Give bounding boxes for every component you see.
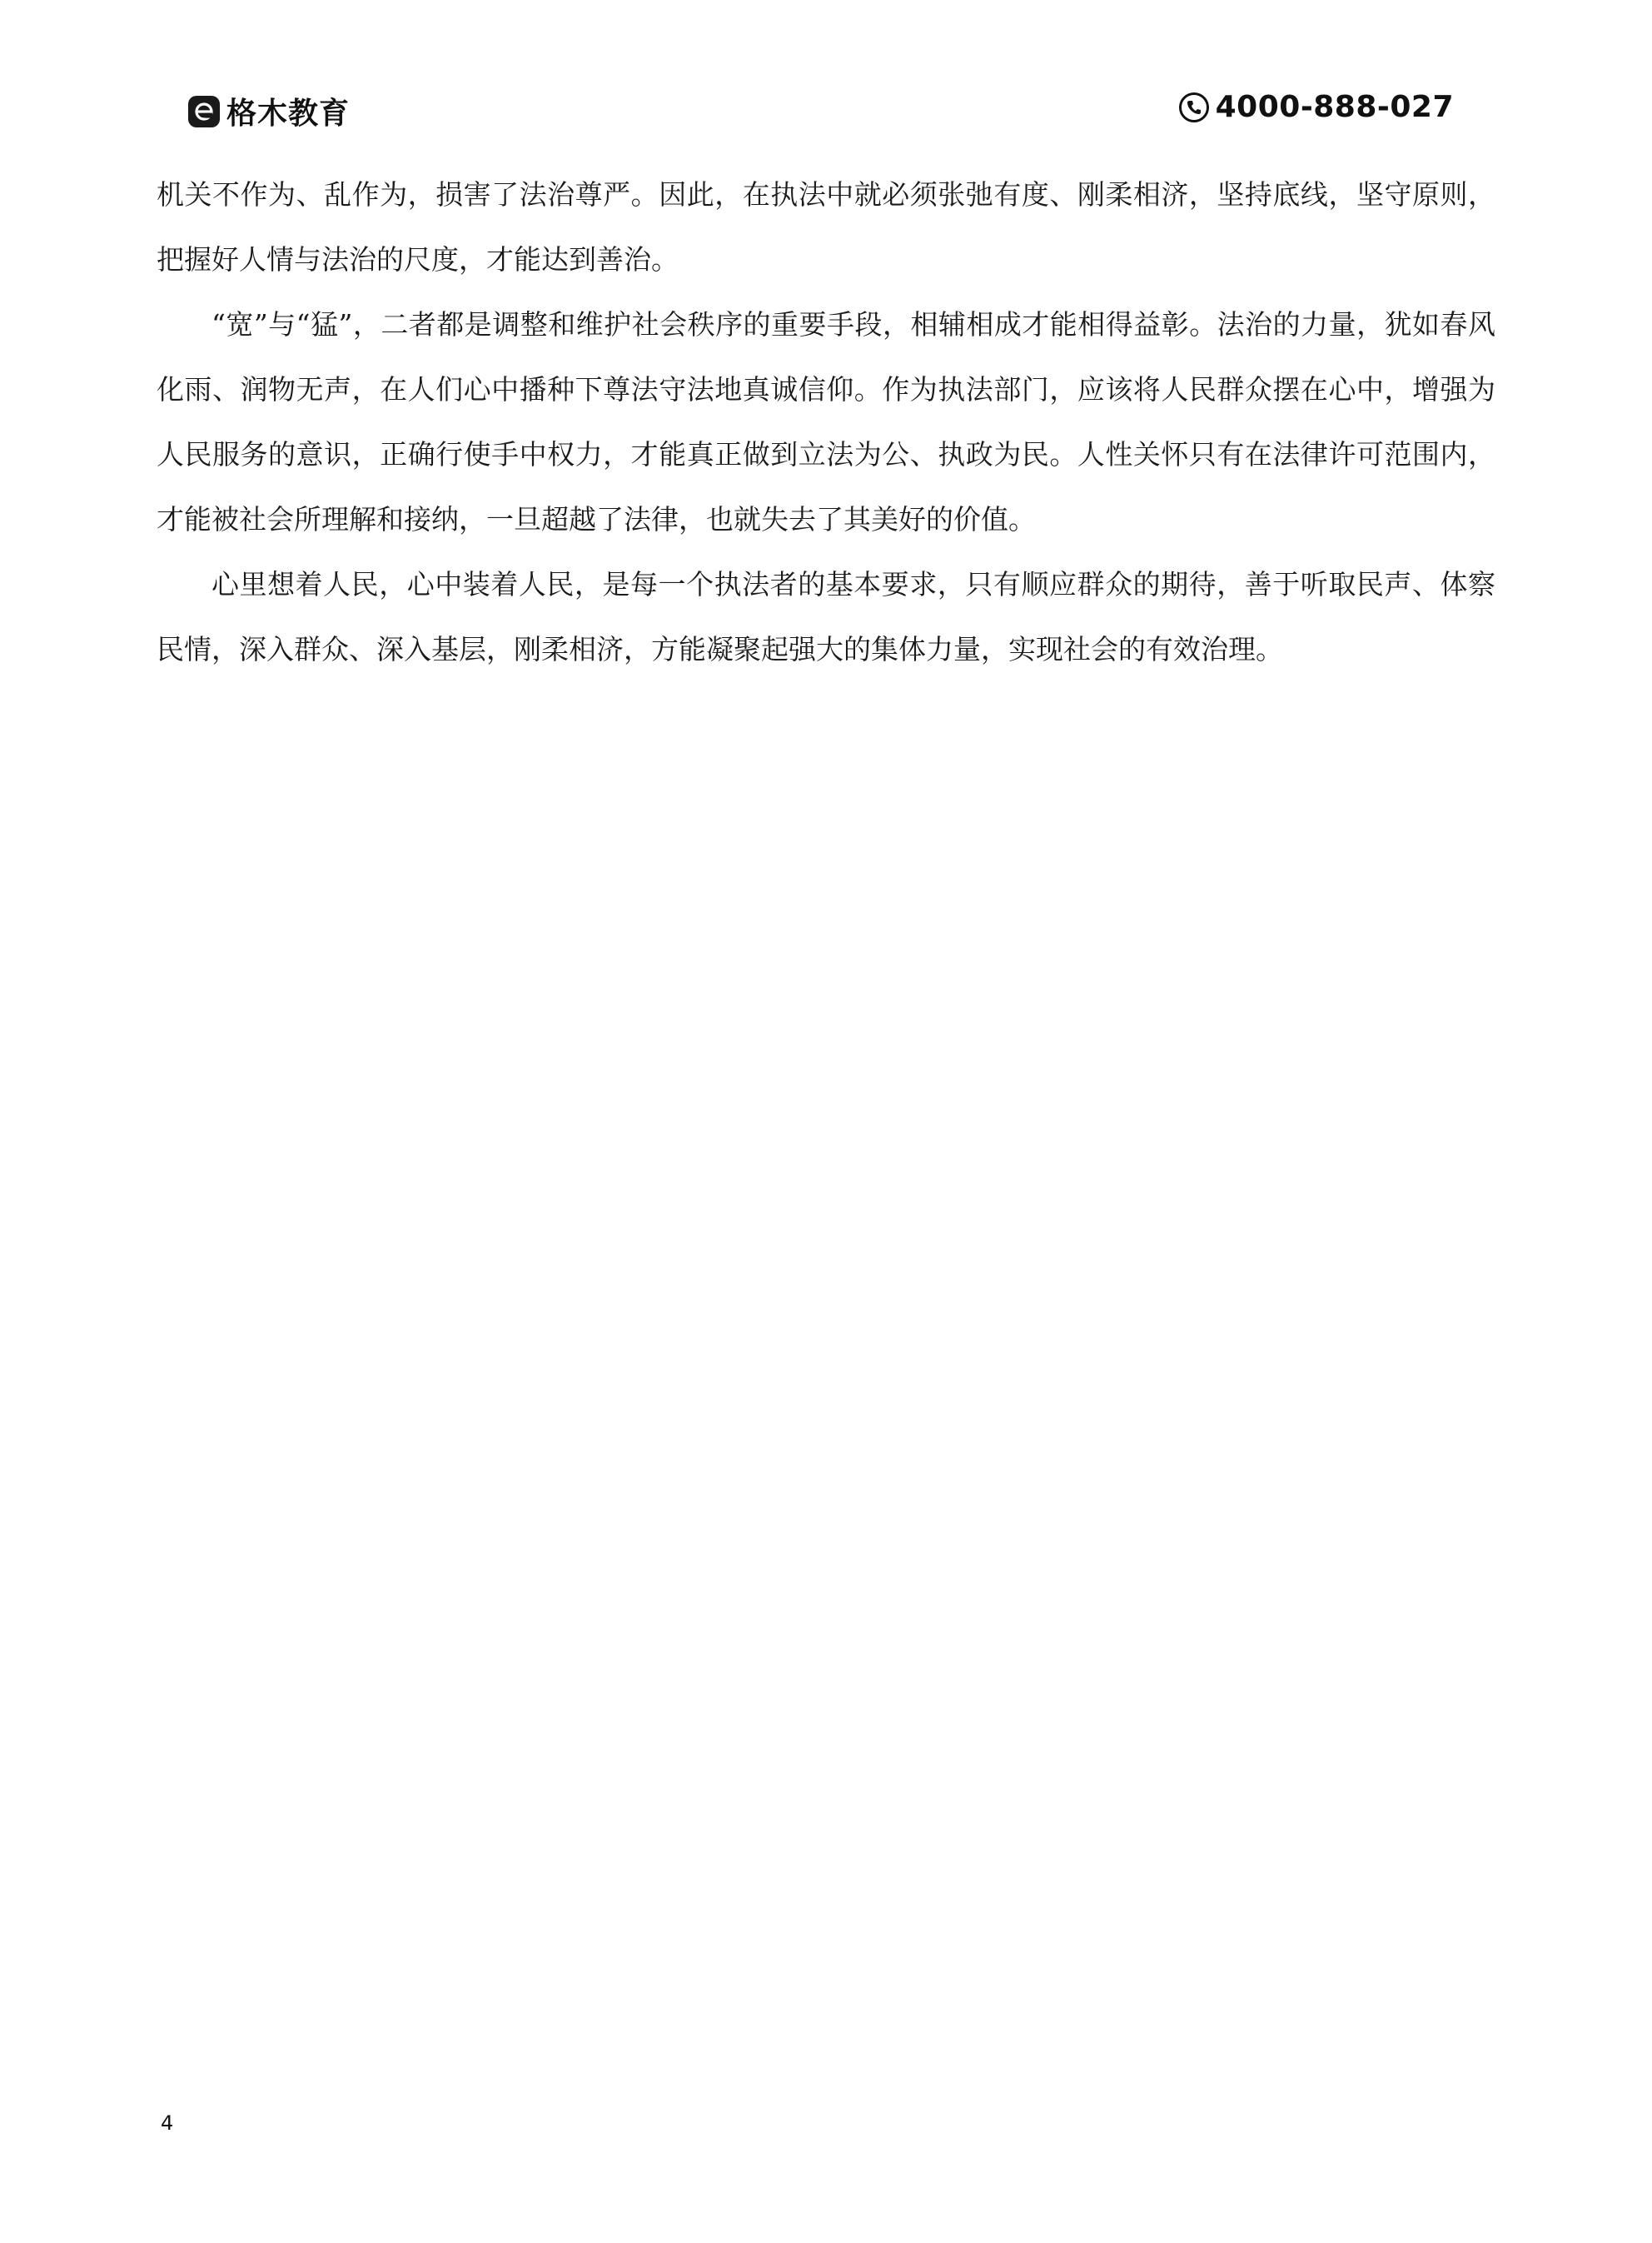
brand-name: 格木教育	[226, 97, 351, 131]
paragraph: 机关不作为、乱作为，损害了法治尊严。因此，在执法中就必须张弛有度、刚柔相济，坚持底线，坚守原则，把握好人情与法治的尺度，才能达到善治。	[157, 178, 1495, 276]
paragraph: “宽”与“猛”，二者都是调整和维护社会秩序的重要手段，相辅相成才能相得益彰。法治的力量，犹如春风化雨、润物无声，在人们心中播种下尊法守法地真诚信仰。作为执法部门，应该将人民群众摆在心中，增强为人民服务的意识，正确行使手中权力，才能真正做到立法为公、执政为民。人性关怀只有在法律许可范围内，才能被社会所理解和接纳，一旦超越了法律，也就失去了其美好的价值。	[157, 308, 1495, 536]
hotline	[1179, 90, 1454, 124]
phone-icon	[1179, 92, 1209, 122]
document-body	[157, 162, 1495, 682]
page-number: 4	[161, 2111, 174, 2135]
hotline-number: 4000-888-027	[1215, 90, 1454, 124]
brand	[188, 90, 350, 132]
paragraph: 心里想着人民，心中装着人民，是每一个执法者的基本要求，只有顺应群众的期待，善于听取民声、体察民情，深入群众、深入基层，刚柔相济，方能凝聚起强大的集体力量，实现社会的有效治理。	[157, 568, 1495, 665]
page-header	[0, 0, 1652, 142]
e-logo-icon	[188, 96, 220, 127]
